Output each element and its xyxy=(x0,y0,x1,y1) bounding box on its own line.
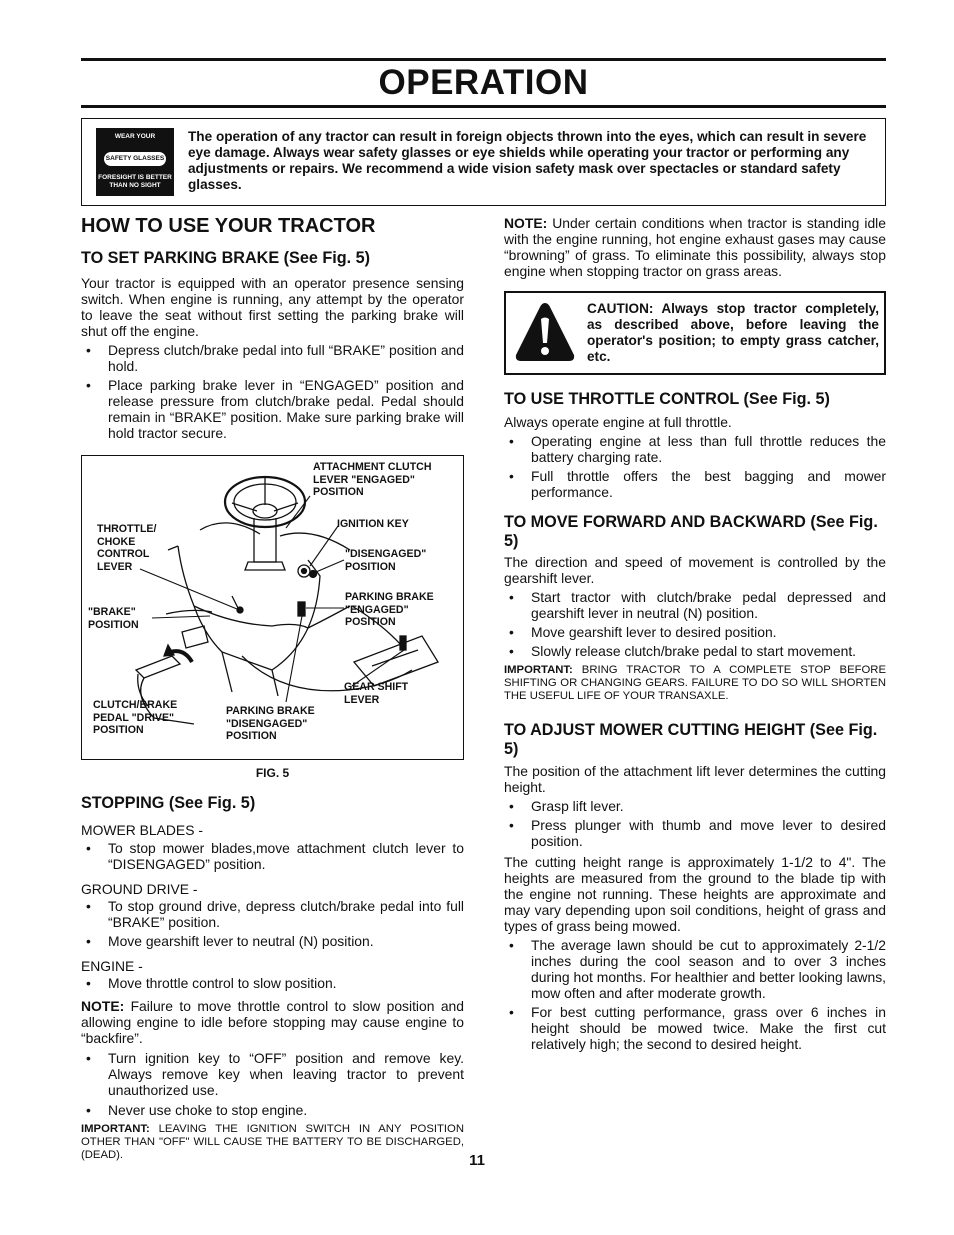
right-column xyxy=(504,213,886,1052)
page-number: 11 xyxy=(469,1152,485,1169)
throttle-intro: Always operate engine at full throttle. xyxy=(504,414,732,430)
mower-blades-label: MOWER BLADES - xyxy=(81,822,203,838)
page-title: OPERATION xyxy=(378,63,589,102)
cutting-height-heading: TO ADJUST MOWER CUTTING HEIGHT (See Fig. 5) xyxy=(504,721,878,758)
engine-label: ENGINE - xyxy=(81,958,143,974)
badge-mid-text: SAFETY GLASSES xyxy=(104,152,166,166)
parking-brake-intro: Your tractor is equipped with an operator presence sensing switch. When engine is running, any attempt by the operator to leave the seat without first setting the parking brake will shut off the engine. xyxy=(81,275,464,339)
forward-backward-heading: TO MOVE FORWARD AND BACKWARD (See Fig. 5) xyxy=(504,513,878,550)
stopping-note xyxy=(81,998,464,1046)
note-label: NOTE: xyxy=(504,215,548,231)
figure-caption: FIG. 5 xyxy=(255,766,290,780)
list-item: • Move gearshift lever to desired position. xyxy=(504,624,886,640)
label-disengaged-position: "DISENGAGED" POSITION xyxy=(345,548,427,573)
stopping-heading: STOPPING (See Fig. 5) xyxy=(81,794,256,812)
list-item: • Full throttle offers the best bagging and mower performance. xyxy=(504,468,886,500)
cutting-height-range: The cutting height range is approximately 1-1/2 to 4". The heights are measured from the ground to the blade tip with the engine not running. These heights are approximate and may vary depending upon soil conditions, height of grass and types of grass being mowed. xyxy=(504,854,886,934)
caution-text: CAUTION: Always stop tractor completely, as described above, before leaving the operator's position; to empty grass catcher, etc. xyxy=(587,301,879,364)
label-brake-position: "BRAKE" POSITION xyxy=(88,606,139,631)
warning-text: The operation of any tractor can result in foreign objects thrown into the eyes, which can result in severe eye damage. Always wear safety glasses or eye shields while operating your tractor or performing any adjustments or repairs. We recommend a wide vision safety mask over spectacles or standard safety glasses. xyxy=(188,129,867,192)
note-label: NOTE: xyxy=(81,998,125,1014)
label-throttle-choke: THROTTLE/ CHOKE CONTROL LEVER xyxy=(97,523,157,573)
safety-glasses-badge xyxy=(96,128,174,196)
list-item: • Grasp lift lever. xyxy=(504,798,886,814)
important-label: IMPORTANT: xyxy=(504,664,573,676)
label-gear-shift-lever: GEAR SHIFT LEVER xyxy=(344,681,409,706)
label-parking-brake-disengaged: PARKING BRAKE "DISENGAGED" POSITION xyxy=(226,705,315,743)
leader-brake-position xyxy=(152,616,210,618)
leader-ignition-key xyxy=(310,526,338,566)
list-item: • Press plunger with thumb and move lever to desired position. xyxy=(504,817,886,849)
label-parking-brake-engaged: PARKING BRAKE "ENGAGED" POSITION xyxy=(345,591,434,629)
list-item: • For best cutting performance, grass over 6 inches in height should be mowed twice. Make the first cut relatively high; the second to desired height. xyxy=(504,1004,886,1052)
figure-5-tractor-controls xyxy=(81,455,464,760)
important-text: LEAVING THE IGNITION SWITCH IN ANY POSITION OTHER THAN "OFF" WILL CAUSE THE BATTERY TO BE DISCHARGED, (DEAD). xyxy=(81,1123,464,1161)
header-rule-bottom xyxy=(81,105,886,108)
note-text: Under certain conditions when tractor is standing idle with the engine running, hot engine exhaust gases may cause “browning” of grass. To eliminate this possibility, always stop engine when stopping tractor on grass areas. xyxy=(504,215,886,279)
left-column xyxy=(81,213,464,1162)
leader-attachment-clutch xyxy=(286,496,310,528)
forward-intro: The direction and speed of movement is controlled by the gearshift lever. xyxy=(504,554,886,586)
throttle-heading: TO USE THROTTLE CONTROL (See Fig. 5) xyxy=(504,390,830,408)
important-label: IMPORTANT: xyxy=(81,1123,150,1135)
cutting-height-intro: The position of the attachment lift lever determines the cutting height. xyxy=(504,763,886,795)
badge-bottom-text: FORESIGHT IS BETTER THAN NO SIGHT xyxy=(98,174,172,189)
important-text: BRING TRACTOR TO A COMPLETE STOP BEFORE SHIFTING OR CHANGING GEARS. FAILURE TO DO SO WILL SHORTEN THE USEFUL LIFE OF YOUR TRANSAXLE. xyxy=(504,664,886,702)
list-item: • The average lawn should be cut to approximately 2-1/2 inches during the cool season and to over 3 inches during hot months. For healthier and better looking lawns, mow often and after moderate growth. xyxy=(504,937,886,1001)
leader-disengaged xyxy=(316,560,344,572)
label-clutch-brake-drive: CLUTCH/BRAKE PEDAL "DRIVE" POSITION xyxy=(93,699,178,737)
list-item: • Place parking brake lever in “ENGAGED” position and release pressure from clutch/brake pedal. Pedal should remain in “BRAKE” position. Make sure parking brake will hold tractor secure. xyxy=(81,377,464,441)
list-item: • Depress clutch/brake pedal into full “BRAKE” position and hold. xyxy=(81,342,464,374)
list-item: • Slowly release clutch/brake pedal to start movement. xyxy=(504,643,886,659)
list-item: • Turn ignition key to “OFF” position and remove key. Always remove key when leaving tractor to prevent unauthorized use. xyxy=(81,1050,464,1098)
section-heading: HOW TO USE YOUR TRACTOR xyxy=(81,215,376,237)
header-rule-top xyxy=(81,58,886,61)
label-attachment-clutch: ATTACHMENT CLUTCH LEVER "ENGAGED" POSITION xyxy=(313,461,432,499)
warning-triangle-icon xyxy=(514,301,576,363)
badge-top-text: WEAR YOUR xyxy=(114,133,156,140)
list-item: • Move throttle control to slow position. xyxy=(81,975,464,991)
list-item: • Never use choke to stop engine. xyxy=(81,1102,464,1118)
parking-brake-heading: TO SET PARKING BRAKE (See Fig. 5) xyxy=(81,249,371,267)
caution-box xyxy=(504,291,886,375)
note-text: Failure to move throttle control to slow position and allowing engine to idle before stopping may cause engine to “backfire”. xyxy=(81,998,464,1046)
list-item: • Start tractor with clutch/brake pedal depressed and gearshift lever in neutral (N) position. xyxy=(504,589,886,621)
list-item: • To stop mower blades,move attachment clutch lever to “DISENGAGED” position. xyxy=(81,840,464,872)
label-ignition-key: IGNITION KEY xyxy=(337,518,409,530)
leader-throttle xyxy=(140,569,237,609)
list-item: • Move gearshift lever to neutral (N) position. xyxy=(81,933,464,949)
safety-warning-box xyxy=(81,118,886,206)
list-item: • To stop ground drive, depress clutch/brake pedal into full “BRAKE” position. xyxy=(81,898,464,930)
leader-parking-disengaged xyxy=(286,616,302,702)
browning-note xyxy=(504,215,886,279)
ground-drive-label: GROUND DRIVE - xyxy=(81,881,198,897)
gear-important xyxy=(504,664,886,703)
list-item: • Operating engine at less than full throttle reduces the battery charging rate. xyxy=(504,433,886,465)
